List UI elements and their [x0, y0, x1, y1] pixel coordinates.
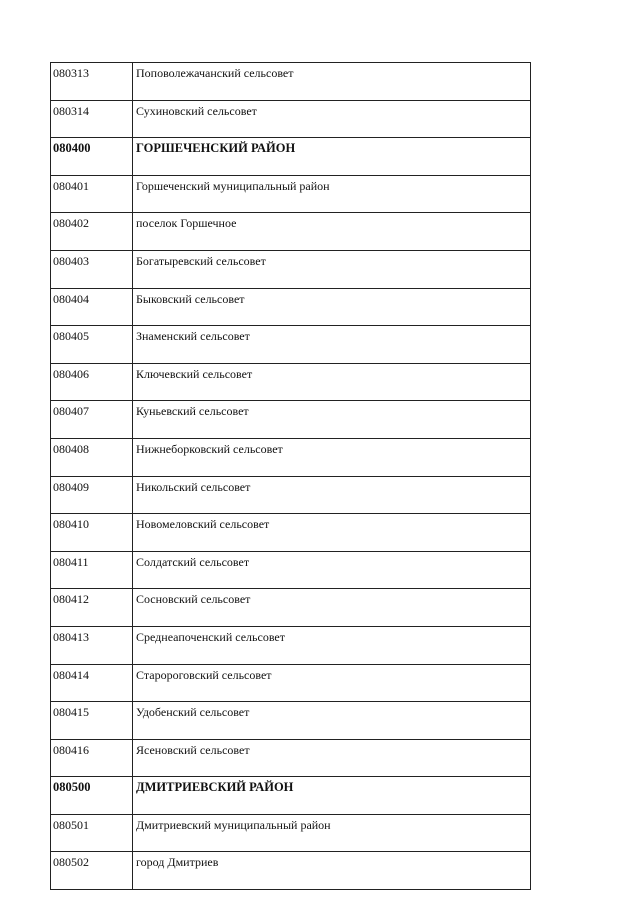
name-cell: поселок Горшечное: [133, 213, 531, 251]
name-cell: Поповолежачанский сельсовет: [133, 63, 531, 101]
code-cell: 080501: [51, 814, 133, 852]
name-cell: Новомеловский сельсовет: [133, 514, 531, 552]
code-cell: 080502: [51, 852, 133, 890]
code-cell: 080410: [51, 514, 133, 552]
name-cell: Ключевский сельсовет: [133, 363, 531, 401]
table-row: [51, 852, 531, 890]
code-cell: 080406: [51, 363, 133, 401]
code-cell: 080411: [51, 551, 133, 589]
name-cell: Богатыревский сельсовет: [133, 250, 531, 288]
table-row: [51, 702, 531, 740]
code-cell: 080408: [51, 438, 133, 476]
code-cell: 080407: [51, 401, 133, 439]
code-cell: 080405: [51, 326, 133, 364]
code-cell: 080415: [51, 702, 133, 740]
code-cell: 080403: [51, 250, 133, 288]
code-cell: 080314: [51, 100, 133, 138]
name-cell: город Дмитриев: [133, 852, 531, 890]
name-cell: ДМИТРИЕВСКИЙ РАЙОН: [133, 777, 531, 815]
name-cell: Знаменский сельсовет: [133, 326, 531, 364]
name-cell: Дмитриевский муниципальный район: [133, 814, 531, 852]
table-row: [51, 363, 531, 401]
territory-code-table: [50, 62, 531, 890]
name-cell: Горшеченский муниципальный район: [133, 175, 531, 213]
name-cell: Среднеапоченский сельсовет: [133, 626, 531, 664]
name-cell: Сухиновский сельсовет: [133, 100, 531, 138]
code-cell: 080416: [51, 739, 133, 777]
table-row: [51, 326, 531, 364]
name-cell: Удобенский сельсовет: [133, 702, 531, 740]
code-cell: 080412: [51, 589, 133, 627]
table-row: [51, 514, 531, 552]
table-row: [51, 551, 531, 589]
table-row: [51, 100, 531, 138]
name-cell: Никольский сельсовет: [133, 476, 531, 514]
name-cell: ГОРШЕЧЕНСКИЙ РАЙОН: [133, 138, 531, 176]
district-header-row: [51, 138, 531, 176]
name-cell: Старороговский сельсовет: [133, 664, 531, 702]
table-row: [51, 739, 531, 777]
code-cell: 080413: [51, 626, 133, 664]
table-row: [51, 250, 531, 288]
table-row: [51, 63, 531, 101]
code-cell: 080313: [51, 63, 133, 101]
name-cell: Сосновский сельсовет: [133, 589, 531, 627]
name-cell: Солдатский сельсовет: [133, 551, 531, 589]
name-cell: Нижнеборковский сельсовет: [133, 438, 531, 476]
table-row: [51, 814, 531, 852]
code-cell: 080414: [51, 664, 133, 702]
table-row: [51, 626, 531, 664]
code-cell: 080409: [51, 476, 133, 514]
name-cell: Быковский сельсовет: [133, 288, 531, 326]
code-cell: 080404: [51, 288, 133, 326]
table-row: [51, 664, 531, 702]
district-header-row: [51, 777, 531, 815]
table-row: [51, 476, 531, 514]
name-cell: Куньевский сельсовет: [133, 401, 531, 439]
table-row: [51, 589, 531, 627]
code-cell: 080402: [51, 213, 133, 251]
table-body: [51, 63, 531, 890]
table-row: [51, 401, 531, 439]
code-cell: 080500: [51, 777, 133, 815]
table-row: [51, 288, 531, 326]
code-cell: 080400: [51, 138, 133, 176]
table-row: [51, 213, 531, 251]
table-row: [51, 438, 531, 476]
code-cell: 080401: [51, 175, 133, 213]
table-row: [51, 175, 531, 213]
name-cell: Ясеновский сельсовет: [133, 739, 531, 777]
